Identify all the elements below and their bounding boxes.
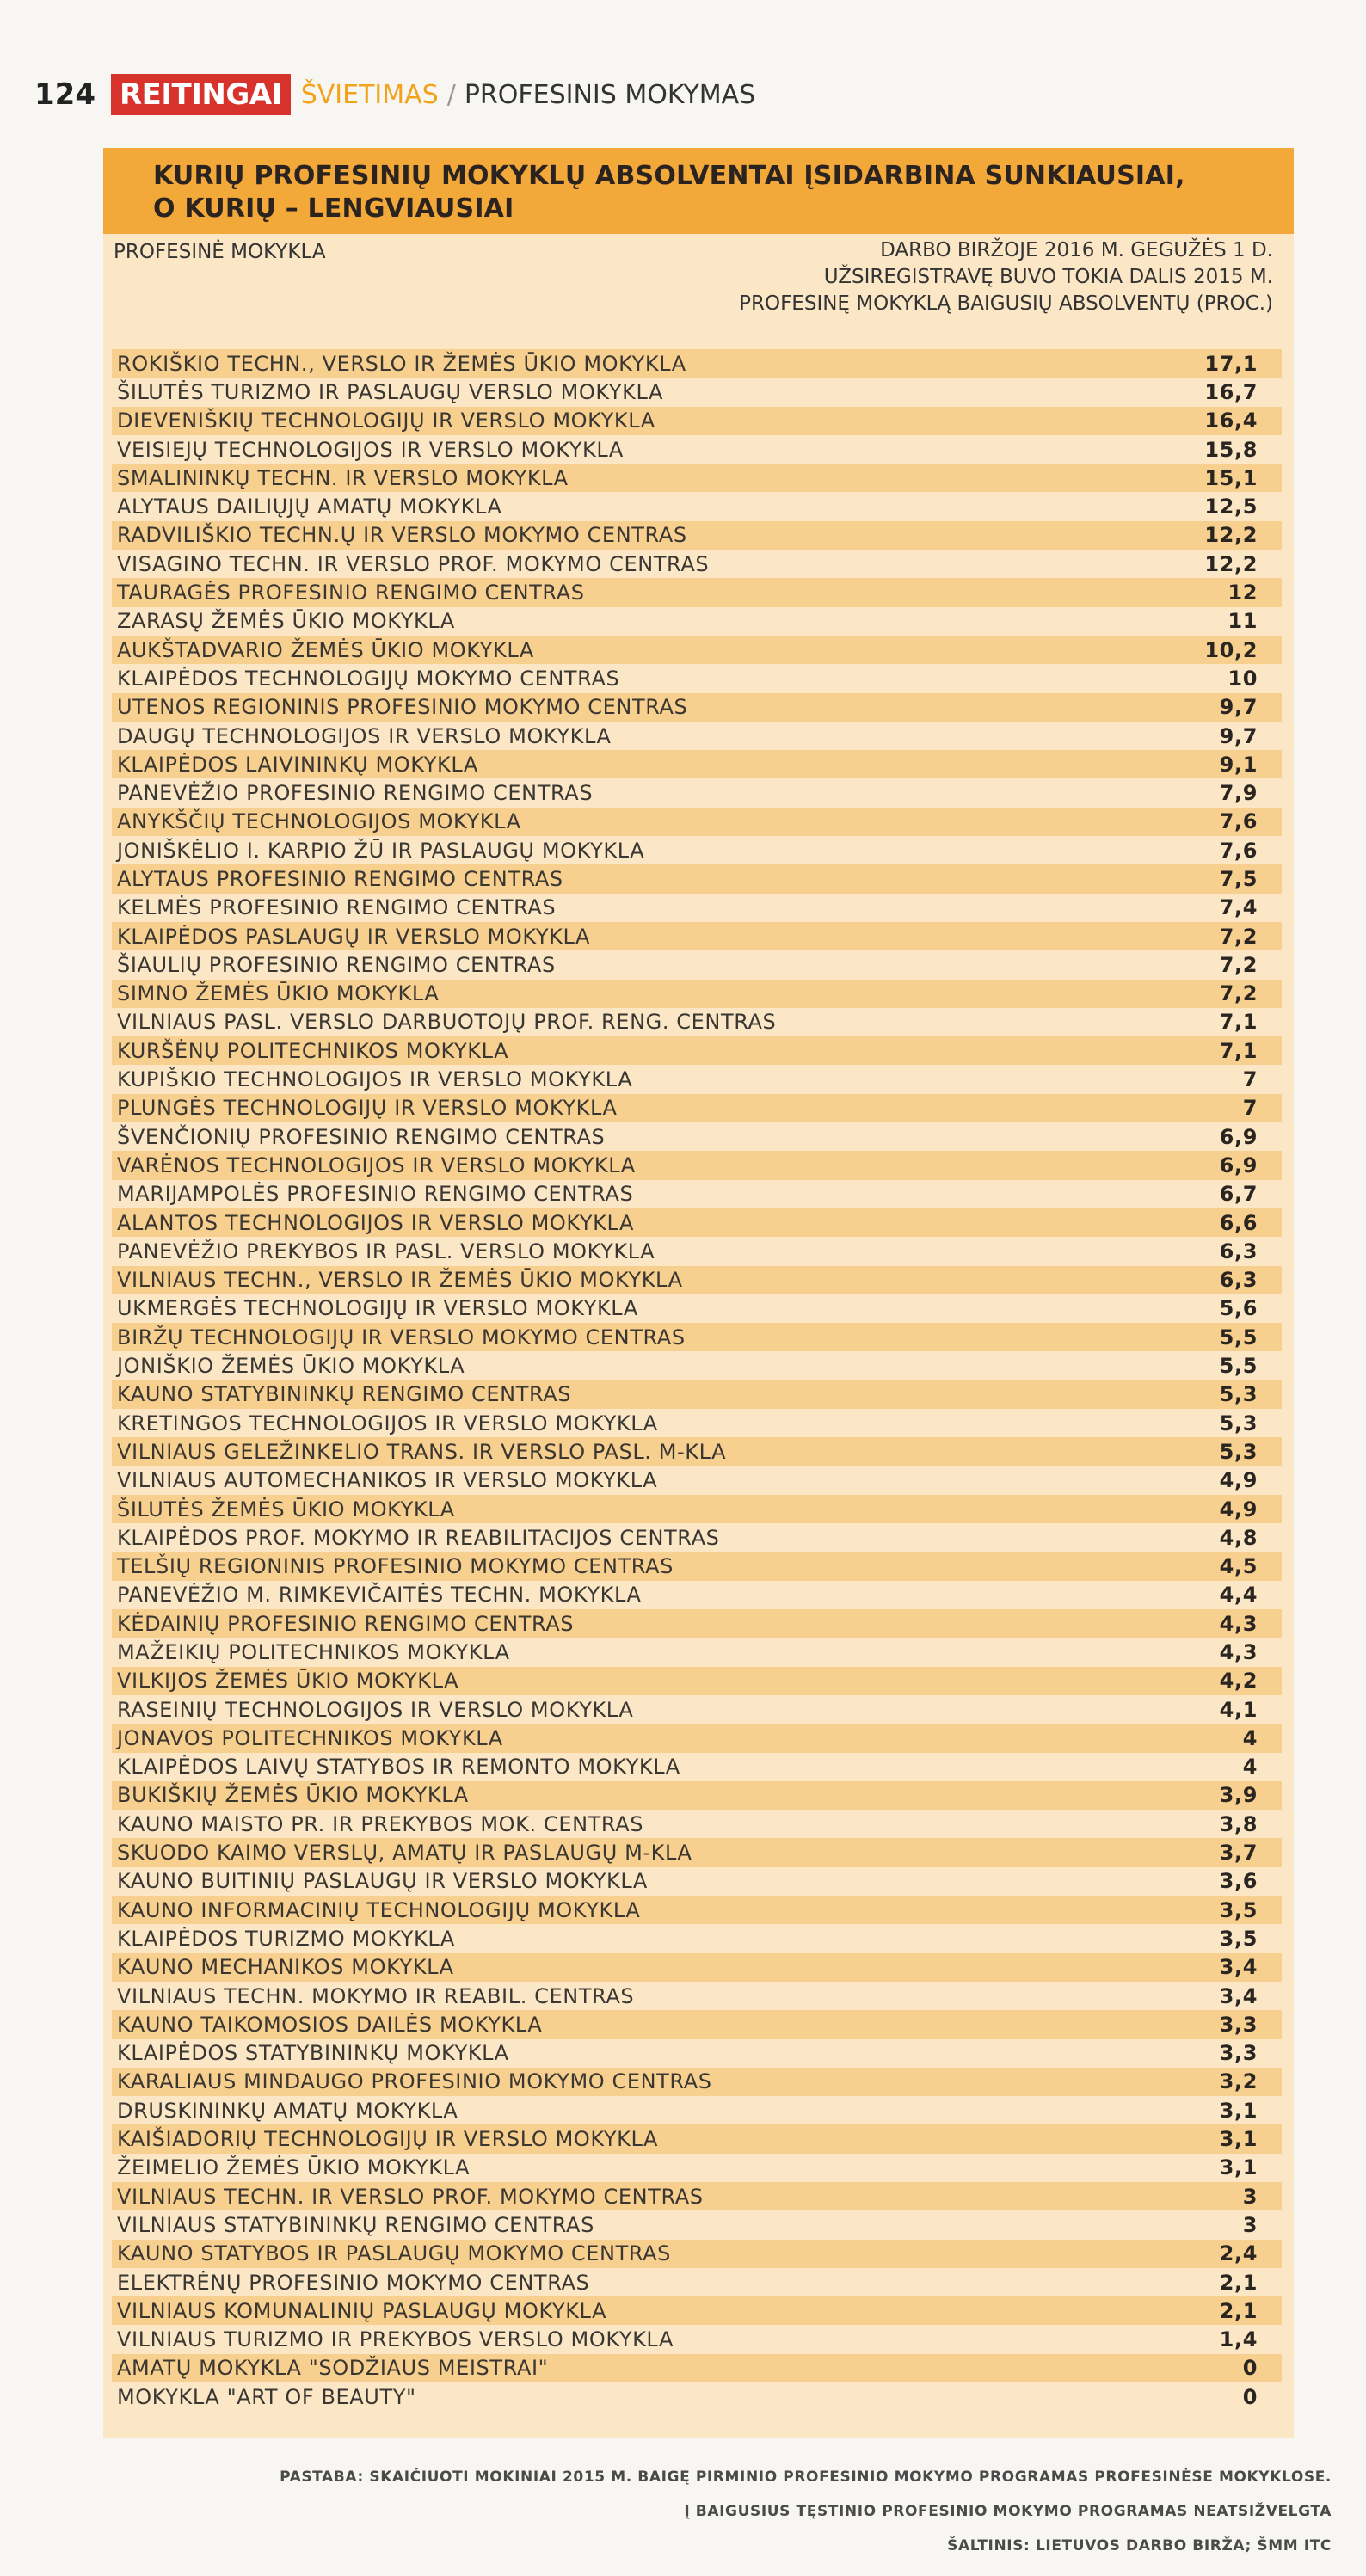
school-name: AMATŲ MOKYKLA "SODŽIAUS MEISTRAI"	[117, 2356, 549, 2381]
table-rows	[112, 349, 1282, 2411]
school-name: KAUNO BUITINIŲ PASLAUGŲ IR VERSLO MOKYKLA	[117, 1869, 648, 1894]
percentage-value: 7,2	[1219, 981, 1258, 1006]
school-name: ZARASŲ ŽEMĖS ŪKIO MOKYKLA	[117, 609, 455, 634]
percentage-value: 0	[1242, 2384, 1258, 2409]
school-name: VILNIAUS PASL. VERSLO DARBUOTOJŲ PROF. RENG. CENTRAS	[117, 1010, 777, 1035]
ranking-table	[103, 148, 1294, 2438]
percentage-value: 4,8	[1219, 1525, 1258, 1550]
note-line-1: PASTABA: SKAIČIUOTI MOKINIAI 2015 M. BAIGĘ PIRMINIO PROFESINIO MOKYMO PROGRAMAS PROFESINĖSE MOKYKLOSE.	[280, 2468, 1332, 2486]
table-row	[112, 2068, 1282, 2096]
table-row	[112, 808, 1282, 836]
school-name: ŽEIMELIO ŽEMĖS ŪKIO MOKYKLA	[117, 2155, 471, 2180]
school-name: ŠVENČIONIŲ PROFESINIO RENGIMO CENTRAS	[117, 1124, 606, 1149]
school-name: ALANTOS TECHNOLOGIJOS IR VERSLO MOKYKLA	[117, 1210, 635, 1235]
school-name: MAŽEIKIŲ POLITECHNIKOS MOKYKLA	[117, 1640, 510, 1664]
column-header-value-line-2: UŽSIREGISTRAVĘ BUVO TOKIA DALIS 2015 M.	[823, 266, 1273, 288]
school-name: ANYKŠČIŲ TECHNOLOGIJOS MOKYKLA	[117, 809, 521, 834]
school-name: PANEVĖŽIO PROFESINIO RENGIMO CENTRAS	[117, 781, 594, 806]
percentage-value: 3	[1242, 2184, 1258, 2209]
percentage-value: 16,7	[1204, 379, 1258, 404]
table-row	[112, 2240, 1282, 2268]
percentage-value: 7,1	[1219, 1010, 1258, 1035]
breadcrumb-separator: /	[446, 79, 456, 110]
table-row	[112, 693, 1282, 722]
table-row	[112, 1266, 1282, 1294]
percentage-value: 4,3	[1219, 1640, 1258, 1664]
school-name: KAUNO MECHANIKOS MOKYKLA	[117, 1955, 454, 1980]
page-header	[34, 72, 755, 117]
percentage-value: 3,1	[1219, 2127, 1258, 2152]
subsection-name: PROFESINIS MOKYMAS	[464, 79, 756, 110]
brand-logo: REITINGAI	[111, 74, 291, 115]
table-row	[112, 1581, 1282, 1609]
table-row	[112, 1151, 1282, 1179]
percentage-value: 3,5	[1219, 1926, 1258, 1951]
school-name: JONIŠKIO ŽEMĖS ŪKIO MOKYKLA	[117, 1354, 465, 1379]
school-name: SMALININKŲ TECHN. IR VERSLO MOKYKLA	[117, 465, 569, 490]
school-name: VILNIAUS TECHN. MOKYMO IR REABIL. CENTRAS	[117, 1983, 635, 2008]
page-number: 124	[34, 77, 95, 112]
percentage-value: 5,3	[1219, 1411, 1258, 1436]
percentage-value: 12,2	[1204, 551, 1258, 576]
school-name: AUKŠTADVARIO ŽEMĖS ŪKIO MOKYKLA	[117, 637, 534, 662]
table-row	[112, 1523, 1282, 1552]
table-row	[112, 950, 1282, 979]
school-name: SIMNO ŽEMĖS ŪKIO MOKYKLA	[117, 981, 440, 1006]
percentage-value: 6,6	[1219, 1210, 1258, 1235]
table-row	[112, 1924, 1282, 1952]
school-name: UTENOS REGIONINIS PROFESINIO MOKYMO CENTRAS	[117, 695, 688, 720]
school-name: KLAIPĖDOS PASLAUGŲ IR VERSLO MOKYKLA	[117, 924, 591, 949]
table-title-line-2: O KURIŲ – LENGVIAUSIAI	[153, 194, 514, 224]
percentage-value: 7,6	[1219, 809, 1258, 834]
school-name: KAUNO MAISTO PR. IR PREKYBOS MOK. CENTRAS	[117, 1811, 644, 1836]
school-name: ŠILUTĖS TURIZMO IR PASLAUGŲ VERSLO MOKYKLA	[117, 379, 664, 404]
percentage-value: 10	[1228, 666, 1258, 691]
table-row	[112, 2039, 1282, 2068]
percentage-value: 4	[1242, 1725, 1258, 1750]
table-row	[112, 492, 1282, 520]
school-name: KAUNO INFORMACINIŲ TECHNOLOGIJŲ MOKYKLA	[117, 1897, 641, 1922]
table-row	[112, 1982, 1282, 2010]
table-row	[112, 2154, 1282, 2182]
percentage-value: 6,3	[1219, 1268, 1258, 1293]
percentage-value: 4,9	[1219, 1468, 1258, 1493]
school-name: KARALIAUS MINDAUGO PROFESINIO MOKYMO CENTRAS	[117, 2069, 712, 2094]
school-name: ALYTAUS PROFESINIO RENGIMO CENTRAS	[117, 866, 563, 891]
table-row	[112, 636, 1282, 664]
table-row	[112, 1437, 1282, 1466]
table-row	[112, 1180, 1282, 1208]
percentage-value: 3,8	[1219, 1811, 1258, 1836]
table-row	[112, 1724, 1282, 1752]
table-row	[112, 2382, 1282, 2411]
percentage-value: 3,1	[1219, 2155, 1258, 2180]
table-row	[112, 1609, 1282, 1638]
school-name: KLAIPĖDOS STATYBININKŲ MOKYKLA	[117, 2041, 509, 2066]
percentage-value: 6,7	[1219, 1182, 1258, 1207]
percentage-value: 3,9	[1219, 1783, 1258, 1808]
percentage-value: 2,4	[1219, 2241, 1258, 2266]
column-header-value-line-1: DARBO BIRŽOJE 2016 M. GEGUŽĖS 1 D.	[880, 239, 1273, 261]
school-name: MARIJAMPOLĖS PROFESINIO RENGIMO CENTRAS	[117, 1182, 634, 1207]
percentage-value: 12,2	[1204, 523, 1258, 548]
table-row	[112, 607, 1282, 636]
table-row	[112, 894, 1282, 922]
table-row	[112, 578, 1282, 606]
table-row	[112, 1953, 1282, 1982]
school-name: KLAIPĖDOS PROF. MOKYMO IR REABILITACIJOS CENTRAS	[117, 1525, 720, 1550]
school-name: TELŠIŲ REGIONINIS PROFESINIO MOKYMO CENTRAS	[117, 1554, 674, 1579]
school-name: KURŠĖNŲ POLITECHNIKOS MOKYKLA	[117, 1038, 509, 1063]
percentage-value: 7,1	[1219, 1038, 1258, 1063]
table-row	[112, 2268, 1282, 2296]
table-row	[112, 1466, 1282, 1495]
school-name: VEISIEJŲ TECHNOLOGIJOS IR VERSLO MOKYKLA	[117, 437, 624, 462]
school-name: RASEINIŲ TECHNOLOGIJOS IR VERSLO MOKYKLA	[117, 1697, 634, 1722]
table-row	[112, 1323, 1282, 1351]
percentage-value: 4,9	[1219, 1497, 1258, 1522]
school-name: VILNIAUS TURIZMO IR PREKYBOS VERSLO MOKYKLA	[117, 2327, 674, 2352]
table-row	[112, 2210, 1282, 2239]
percentage-value: 9,7	[1219, 723, 1258, 748]
school-name: KLAIPĖDOS TECHNOLOGIJŲ MOKYMO CENTRAS	[117, 666, 620, 691]
percentage-value: 4,5	[1219, 1554, 1258, 1579]
table-row	[112, 435, 1282, 464]
table-row	[112, 1351, 1282, 1380]
percentage-value: 7,6	[1219, 838, 1258, 863]
percentage-value: 6,9	[1219, 1124, 1258, 1149]
table-row	[112, 836, 1282, 864]
school-name: BIRŽŲ TECHNOLOGIJŲ IR VERSLO MOKYMO CENTRAS	[117, 1325, 686, 1349]
school-name: MOKYKLA "ART OF BEAUTY"	[117, 2384, 416, 2409]
table-row	[112, 1896, 1282, 1924]
table-row	[112, 2182, 1282, 2210]
percentage-value: 2,1	[1219, 2270, 1258, 2295]
table-row	[112, 1495, 1282, 1523]
school-name: ŠIAULIŲ PROFESINIO RENGIMO CENTRAS	[117, 952, 556, 977]
table-row	[112, 1065, 1282, 1093]
table-row	[112, 2354, 1282, 2382]
school-name: TAURAGĖS PROFESINIO RENGIMO CENTRAS	[117, 581, 585, 606]
school-name: BUKIŠKIŲ ŽEMĖS ŪKIO MOKYKLA	[117, 1783, 469, 1808]
school-name: KLAIPĖDOS TURIZMO MOKYKLA	[117, 1926, 455, 1951]
table-row	[112, 349, 1282, 378]
table-row	[112, 1409, 1282, 1437]
school-name: PLUNGĖS TECHNOLOGIJŲ IR VERSLO MOKYKLA	[117, 1096, 618, 1121]
table-row	[112, 464, 1282, 492]
school-name: VISAGINO TECHN. IR VERSLO PROF. MOKYMO CENTRAS	[117, 551, 710, 576]
school-name: VILKIJOS ŽEMĖS ŪKIO MOKYKLA	[117, 1669, 459, 1694]
school-name: RADVILIŠKIO TECHN.Ų IR VERSLO MOKYMO CENTRAS	[117, 523, 687, 548]
percentage-value: 3,1	[1219, 2098, 1258, 2123]
percentage-value: 12,5	[1204, 495, 1258, 520]
section-name: ŠVIETIMAS	[300, 79, 439, 110]
school-name: KAUNO STATYBOS IR PASLAUGŲ MOKYMO CENTRAS	[117, 2241, 672, 2266]
table-row	[112, 378, 1282, 406]
table-row	[112, 1753, 1282, 1781]
table-title-line-1: KURIŲ PROFESINIŲ MOKYKLŲ ABSOLVENTAI ĮSIDARBINA SUNKIAUSIAI,	[153, 161, 1185, 191]
table-row	[112, 2010, 1282, 2038]
percentage-value: 15,8	[1204, 437, 1258, 462]
percentage-value: 5,5	[1219, 1325, 1258, 1349]
footnotes	[280, 2460, 1332, 2563]
table-title-bar	[103, 148, 1294, 234]
table-row	[112, 1237, 1282, 1265]
percentage-value: 6,9	[1219, 1153, 1258, 1177]
percentage-value: 4,2	[1219, 1669, 1258, 1694]
percentage-value: 6,3	[1219, 1239, 1258, 1263]
percentage-value: 7,4	[1219, 895, 1258, 920]
table-row	[112, 778, 1282, 807]
school-name: ALYTAUS DAILIŲJŲ AMATŲ MOKYKLA	[117, 495, 502, 520]
column-header-school: PROFESINĖ MOKYKLA	[114, 241, 326, 263]
percentage-value: 5,3	[1219, 1382, 1258, 1407]
percentage-value: 7	[1242, 1096, 1258, 1121]
percentage-value: 11	[1228, 609, 1258, 634]
table-row	[112, 922, 1282, 950]
percentage-value: 0	[1242, 2356, 1258, 2381]
school-name: DRUSKININKŲ AMATŲ MOKYKLA	[117, 2098, 458, 2123]
percentage-value: 3	[1242, 2212, 1258, 2237]
percentage-value: 3,4	[1219, 1955, 1258, 1980]
school-name: KLAIPĖDOS LAIVININKŲ MOKYKLA	[117, 752, 478, 777]
table-row	[112, 2096, 1282, 2124]
school-name: VILNIAUS KOMUNALINIŲ PASLAUGŲ MOKYKLA	[117, 2298, 607, 2323]
table-row	[112, 1695, 1282, 1724]
percentage-value: 12	[1228, 581, 1258, 606]
table-row	[112, 1008, 1282, 1036]
school-name: DAUGŲ TECHNOLOGIJOS IR VERSLO MOKYKLA	[117, 723, 612, 748]
percentage-value: 7,5	[1219, 866, 1258, 891]
table-row	[112, 864, 1282, 893]
school-name: KAIŠIADORIŲ TECHNOLOGIJŲ IR VERSLO MOKYKLA	[117, 2127, 659, 2152]
percentage-value: 9,7	[1219, 695, 1258, 720]
table-row	[112, 1036, 1282, 1065]
school-name: VILNIAUS AUTOMECHANIKOS IR VERSLO MOKYKLA	[117, 1468, 658, 1493]
table-row	[112, 1380, 1282, 1409]
table-row	[112, 1781, 1282, 1810]
percentage-value: 5,3	[1219, 1439, 1258, 1464]
school-name: PANEVĖŽIO M. RIMKEVIČAITĖS TECHN. MOKYKLA	[117, 1583, 642, 1608]
table-row	[112, 750, 1282, 778]
table-row	[112, 1294, 1282, 1323]
table-row	[112, 1838, 1282, 1866]
school-name: ŠILUTĖS ŽEMĖS ŪKIO MOKYKLA	[117, 1497, 455, 1522]
table-row	[112, 980, 1282, 1008]
table-row	[112, 407, 1282, 435]
percentage-value: 3,4	[1219, 1983, 1258, 2008]
percentage-value: 3,7	[1219, 1841, 1258, 1866]
percentage-value: 7,9	[1219, 781, 1258, 806]
school-name: KLAIPĖDOS LAIVŲ STATYBOS IR REMONTO MOKYKLA	[117, 1755, 680, 1780]
table-row	[112, 1810, 1282, 1838]
school-name: KUPIŠKIO TECHNOLOGIJOS IR VERSLO MOKYKLA	[117, 1067, 633, 1092]
source-line: ŠALTINIS: LIETUVOS DARBO BIRŽA; ŠMM ITC	[947, 2537, 1332, 2554]
table-row	[112, 2325, 1282, 2353]
school-name: VILNIAUS TECHN. IR VERSLO PROF. MOKYMO CENTRAS	[117, 2184, 704, 2209]
percentage-value: 17,1	[1204, 351, 1258, 376]
percentage-value: 3,6	[1219, 1869, 1258, 1894]
school-name: PANEVĖŽIO PREKYBOS IR PASL. VERSLO MOKYKLA	[117, 1239, 655, 1263]
percentage-value: 2,1	[1219, 2298, 1258, 2323]
percentage-value: 16,4	[1204, 409, 1258, 433]
percentage-value: 5,5	[1219, 1354, 1258, 1379]
school-name: UKMERGĖS TECHNOLOGIJŲ IR VERSLO MOKYKLA	[117, 1296, 638, 1321]
percentage-value: 4	[1242, 1755, 1258, 1780]
note-line-2: Į BAIGUSIUS TĘSTINIO PROFESINIO MOKYMO PROGRAMAS NEATSIŽVELGTA	[684, 2503, 1332, 2520]
table-row	[112, 1667, 1282, 1695]
table-row	[112, 550, 1282, 578]
percentage-value: 4,3	[1219, 1611, 1258, 1636]
school-name: KRETINGOS TECHNOLOGIJOS IR VERSLO MOKYKLA	[117, 1411, 658, 1436]
percentage-value: 4,4	[1219, 1583, 1258, 1608]
percentage-value: 1,4	[1219, 2327, 1258, 2352]
percentage-value: 3,5	[1219, 1897, 1258, 1922]
table-row	[112, 1122, 1282, 1151]
percentage-value: 7	[1242, 1067, 1258, 1092]
school-name: SKUODO KAIMO VERSLŲ, AMATŲ IR PASLAUGŲ M-KLA	[117, 1841, 692, 1866]
school-name: KAUNO TAIKOMOSIOS DAILĖS MOKYKLA	[117, 2012, 543, 2037]
table-row	[112, 521, 1282, 550]
school-name: ELEKTRĖNŲ PROFESINIO MOKYMO CENTRAS	[117, 2270, 590, 2295]
table-row	[112, 1867, 1282, 1896]
column-header-value-line-3: PROFESINĘ MOKYKLĄ BAIGUSIŲ ABSOLVENTŲ (PROC.)	[739, 292, 1273, 315]
school-name: KĖDAINIŲ PROFESINIO RENGIMO CENTRAS	[117, 1611, 575, 1636]
column-header-value	[739, 237, 1273, 317]
school-name: VILNIAUS GELEŽINKELIO TRANS. IR VERSLO PASL. M-KLA	[117, 1439, 727, 1464]
percentage-value: 3,3	[1219, 2012, 1258, 2037]
school-name: VARĖNOS TECHNOLOGIJOS IR VERSLO MOKYKLA	[117, 1153, 636, 1177]
percentage-value: 7,2	[1219, 924, 1258, 949]
percentage-value: 4,1	[1219, 1697, 1258, 1722]
percentage-value: 15,1	[1204, 465, 1258, 490]
percentage-value: 3,3	[1219, 2041, 1258, 2066]
percentage-value: 7,2	[1219, 952, 1258, 977]
school-name: JONIŠKĖLIO I. KARPIO ŽŪ IR PASLAUGŲ MOKYKLA	[117, 838, 645, 863]
table-row	[112, 664, 1282, 692]
school-name: VILNIAUS TECHN., VERSLO IR ŽEMĖS ŪKIO MOKYKLA	[117, 1268, 683, 1293]
table-row	[112, 1552, 1282, 1580]
table-row	[112, 722, 1282, 750]
percentage-value: 5,6	[1219, 1296, 1258, 1321]
school-name: ROKIŠKIO TECHN., VERSLO IR ŽEMĖS ŪKIO MOKYKLA	[117, 351, 686, 376]
table-row	[112, 1638, 1282, 1666]
school-name: VILNIAUS STATYBININKŲ RENGIMO CENTRAS	[117, 2212, 594, 2237]
table-row	[112, 2124, 1282, 2153]
school-name: DIEVENIŠKIŲ TECHNOLOGIJŲ IR VERSLO MOKYKLA	[117, 409, 655, 433]
percentage-value: 9,1	[1219, 752, 1258, 777]
percentage-value: 10,2	[1204, 637, 1258, 662]
percentage-value: 3,2	[1219, 2069, 1258, 2094]
school-name: KELMĖS PROFESINIO RENGIMO CENTRAS	[117, 895, 557, 920]
table-row	[112, 1094, 1282, 1122]
table-row	[112, 1208, 1282, 1237]
table-row	[112, 2296, 1282, 2325]
school-name: KAUNO STATYBININKŲ RENGIMO CENTRAS	[117, 1382, 572, 1407]
school-name: JONAVOS POLITECHNIKOS MOKYKLA	[117, 1725, 503, 1750]
